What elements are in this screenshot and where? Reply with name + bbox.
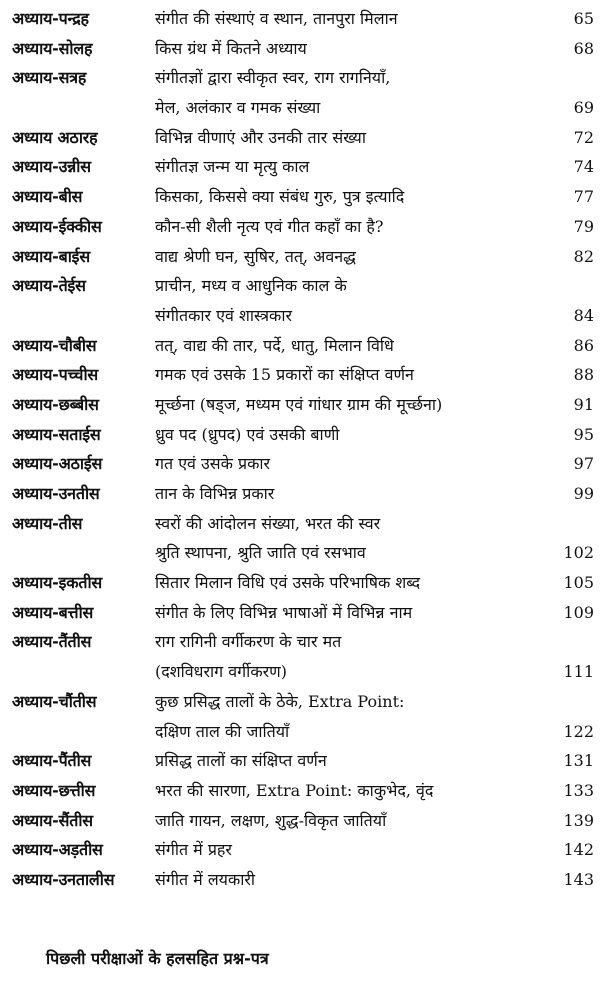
chapter-label: अध्याय-पैंतीस — [12, 751, 92, 771]
page-number: 72 — [573, 127, 594, 147]
chapter-title-line: सितार मिलान विधि एवं उसके परिभाषिक शब्द — [155, 573, 421, 593]
page-number: 97 — [573, 454, 594, 474]
chapter-label: अध्याय-छब्बीस — [12, 394, 99, 414]
chapter-title-line: (दशविधराग वर्गीकरण) — [155, 662, 287, 682]
chapter-title — [155, 271, 538, 330]
toc-entry — [0, 835, 600, 865]
table-of-contents — [0, 4, 600, 895]
chapter-label: अध्याय-सताईस — [12, 424, 101, 444]
toc-entry — [0, 360, 600, 390]
chapter-label: अध्याय-उनतालीस — [12, 870, 115, 890]
chapter-title-line: कौन-सी शैली नृत्य एवं गीत कहाँ का है? — [155, 216, 384, 236]
toc-entry — [0, 746, 600, 776]
toc-entry — [0, 123, 600, 153]
chapter-title-line: गत एवं उसके प्रकार — [155, 454, 271, 474]
chapter-title — [155, 331, 538, 361]
toc-entry — [0, 331, 600, 361]
toc-entry — [0, 568, 600, 598]
page-number: 88 — [573, 365, 594, 385]
page-number: 77 — [573, 187, 594, 207]
chapter-title — [155, 34, 538, 64]
chapter-title — [155, 390, 538, 420]
chapter-title-line: मेल, अलंकार व गमक संख्या — [155, 98, 321, 118]
chapter-label: अध्याय-बाईस — [12, 246, 90, 266]
chapter-title-line: संगीत में लयकारी — [155, 870, 256, 890]
toc-entry — [0, 390, 600, 420]
chapter-title-line: किस ग्रंथ में कितने अध्याय — [155, 38, 307, 58]
chapter-title — [155, 360, 538, 390]
chapter-title-line: दक्षिण ताल की जातियाँ — [155, 721, 290, 741]
page-number: 111 — [563, 662, 594, 682]
chapter-title — [155, 568, 538, 598]
page-number: 102 — [563, 543, 594, 563]
toc-entry — [0, 806, 600, 836]
chapter-title-line: कुछ प्रसिद्ध तालों के ठेके, Extra Point: — [155, 691, 405, 711]
chapter-title — [155, 420, 538, 450]
toc-entry — [0, 598, 600, 628]
toc-entry — [0, 212, 600, 242]
toc-entry — [0, 34, 600, 64]
chapter-title — [155, 63, 538, 122]
chapter-label: अध्याय-अड़तीस — [12, 840, 103, 860]
page-number: 95 — [573, 424, 594, 444]
chapter-label: अध्याय-अठाईस — [12, 454, 103, 474]
chapter-title-line: श्रुति स्थापना, श्रुति जाति एवं रसभाव — [155, 543, 366, 563]
toc-entry — [0, 271, 600, 330]
page-number: 139 — [563, 810, 594, 830]
chapter-title — [155, 687, 538, 746]
chapter-title-line: संगीतकार एवं शास्त्रकार — [155, 305, 293, 325]
chapter-title — [155, 627, 538, 686]
page-number: 84 — [573, 305, 594, 325]
previous-exam-papers-heading: पिछली परीक्षाओं के हलसहित प्रश्न-पत्र — [46, 949, 269, 968]
page-number: 143 — [563, 870, 594, 890]
page-number: 79 — [573, 216, 594, 236]
chapter-title-line: स्वरों की आंदोलन संख्या, भरत की स्वर — [155, 513, 381, 533]
toc-entry — [0, 242, 600, 272]
page-number: 131 — [563, 751, 594, 771]
chapter-label: अध्याय-बीस — [12, 187, 83, 207]
chapter-title-line: तान के विभिन्न प्रकार — [155, 484, 275, 504]
chapter-title — [155, 776, 538, 806]
chapter-title-line: प्रसिद्ध तालों का संक्षिप्त वर्णन — [155, 751, 327, 771]
chapter-title-line: किसका, किससे क्या संबंध गुरु, पुत्र इत्यादि — [155, 187, 405, 207]
chapter-label: अध्याय-ईक्कीस — [12, 216, 102, 236]
chapter-title — [155, 152, 538, 182]
toc-entry — [0, 152, 600, 182]
page-number: 105 — [563, 573, 594, 593]
chapter-title — [155, 479, 538, 509]
chapter-title-line: जाति गायन, लक्षण, शुद्ध-विकृत जातियाँ — [155, 810, 387, 830]
chapter-title — [155, 746, 538, 776]
toc-entry — [0, 479, 600, 509]
chapter-label: अध्याय-इकतीस — [12, 573, 103, 593]
chapter-title-line: वाद्य श्रेणी घन, सुषिर, तत्, अवनद्ध — [155, 246, 356, 266]
chapter-title — [155, 449, 538, 479]
chapter-label: अध्याय-सैंतीस — [12, 810, 93, 830]
chapter-title-line: संगीत की संस्थाएं व स्थान, तानपुरा मिलान — [155, 9, 398, 28]
toc-entry — [0, 509, 600, 568]
chapter-title-line: ध्रुव पद (ध्रुपद) एवं उसकी बाणी — [155, 424, 340, 444]
chapter-title — [155, 4, 538, 34]
toc-entry — [0, 63, 600, 122]
page-number: 82 — [573, 246, 594, 266]
page-number: 86 — [573, 335, 594, 355]
chapter-title-line: संगीत के लिए विभिन्न भाषाओं में विभिन्न नाम — [155, 602, 413, 622]
chapter-title — [155, 242, 538, 272]
chapter-label: अध्याय-तीस — [12, 513, 83, 533]
page-number: 109 — [563, 602, 594, 622]
page-number: 122 — [563, 721, 594, 741]
chapter-title — [155, 509, 538, 568]
chapter-title-line: मूर्च्छना (षड्ज, मध्यम एवं गांधार ग्राम की मूर्च्छना) — [155, 394, 443, 414]
chapter-title — [155, 123, 538, 153]
chapter-title-line: गमक एवं उसके 15 प्रकारों का संक्षिप्त वर्णन — [155, 365, 414, 385]
page-number: 68 — [573, 38, 594, 58]
chapter-label: अध्याय-सोलह — [12, 38, 93, 58]
page-number: 74 — [573, 157, 594, 177]
page-number: 69 — [573, 98, 594, 118]
chapter-label: अध्याय-उन्नीस — [12, 157, 91, 177]
chapter-label: अध्याय-बत्तीस — [12, 602, 94, 622]
toc-entry — [0, 420, 600, 450]
chapter-title — [155, 865, 538, 895]
chapter-title-line: विभिन्न वीणाएं और उनकी तार संख्या — [155, 127, 366, 147]
toc-entry — [0, 687, 600, 746]
chapter-title-line: संगीतज्ञ जन्म या मृत्यु काल — [155, 157, 310, 177]
chapter-title — [155, 182, 538, 212]
toc-entry — [0, 865, 600, 895]
chapter-title-line: संगीत में प्रहर — [155, 840, 232, 860]
page-number: 65 — [573, 9, 594, 28]
toc-entry — [0, 776, 600, 806]
chapter-label: अध्याय अठारह — [12, 127, 98, 147]
chapter-title — [155, 212, 538, 242]
chapter-label: अध्याय-पच्चीस — [12, 365, 99, 385]
chapter-title — [155, 598, 538, 628]
chapter-label: अध्याय-चौबीस — [12, 335, 97, 355]
page-number: 99 — [573, 484, 594, 504]
chapter-title-line: भरत की सारणा, Extra Point: काकुभेद, वृंद — [155, 780, 434, 800]
toc-entry — [0, 182, 600, 212]
toc-entry — [0, 449, 600, 479]
chapter-title-line: संगीतज्ञों द्वारा स्वीकृत स्वर, राग रागनियाँ, — [155, 68, 391, 88]
chapter-title-line: प्राचीन, मध्य व आधुनिक काल के — [155, 276, 347, 296]
chapter-title — [155, 806, 538, 836]
toc-entry — [0, 4, 600, 34]
chapter-label: अध्याय-तैंतीस — [12, 632, 92, 652]
chapter-label: अध्याय-तेईस — [12, 276, 86, 296]
chapter-label: अध्याय-सत्रह — [12, 68, 87, 88]
chapter-title-line: तत्, वाद्य की तार, पर्दे, धातु, मिलान विधि — [155, 335, 394, 355]
chapter-title — [155, 835, 538, 865]
chapter-label: अध्याय-उनतीस — [12, 484, 100, 504]
page-number: 133 — [563, 780, 594, 800]
chapter-label: अध्याय-चौंतीस — [12, 691, 97, 711]
chapter-label: अध्याय-छत्तीस — [12, 780, 96, 800]
toc-entry — [0, 627, 600, 686]
page-number: 142 — [563, 840, 594, 860]
chapter-label: अध्याय-पन्द्रह — [12, 9, 89, 28]
chapter-title-line: राग रागिनी वर्गीकरण के चार मत — [155, 632, 342, 652]
page-number: 91 — [573, 394, 594, 414]
